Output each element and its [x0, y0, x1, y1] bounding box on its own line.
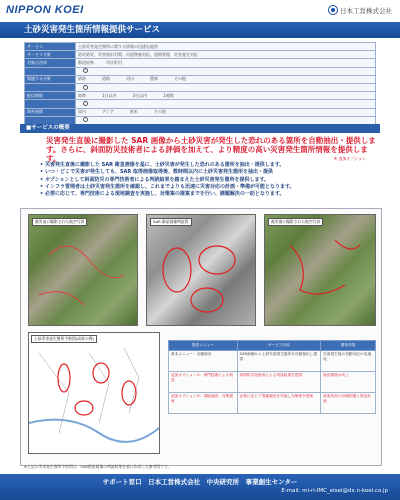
- lead-text: 災害発生直後に撮影した SAR 画像から土砂災害が発生した恐れのある箇所を自動抽出・提供します。さらに、斜面防災技術者による評価を加えて、より精度の高い災害発生箇所情報を提供します。: [46, 136, 376, 164]
- detection-overlay: [147, 215, 255, 325]
- table-row: [25, 75, 376, 83]
- effect-cell: 抽出精度の向上: [321, 372, 376, 393]
- pre-disaster-photo: [28, 214, 138, 326]
- info-value: 国内 アジア 欧米 その他: [76, 108, 376, 116]
- table-row: [169, 372, 376, 393]
- company-logo: NIPPON KOEI: [6, 4, 84, 16]
- info-label: 関連する分野: [25, 75, 76, 83]
- check-circle-icon: [83, 68, 88, 73]
- column-header: 期待効果: [321, 341, 376, 351]
- info-label: 対象自治体: [25, 59, 76, 67]
- table-row: [25, 51, 376, 59]
- photo-label: 被災前に撮影された航空写真: [32, 218, 87, 226]
- table-row: [25, 43, 376, 51]
- info-value: 都道府県 市区町村: [76, 59, 376, 67]
- list-item: • 必要に応じて、専門技術による現地調査を実施し、対策案の提案までを行い、課題解決の一助となります。: [40, 191, 380, 198]
- option-note: ※ 追加オプション: [333, 156, 366, 161]
- section-heading: ■サービスの概要: [20, 124, 380, 133]
- content-cell: SAR画像から土砂災害発生箇所を自動抽出し提供: [237, 351, 321, 372]
- check-circle-icon: [83, 85, 88, 90]
- page-header: [0, 0, 400, 22]
- info-label: [25, 67, 76, 75]
- post-disaster-photo: [264, 214, 376, 326]
- feature-list: [40, 162, 380, 198]
- info-value: 砂防 道路 河川 農林 その他: [76, 75, 376, 83]
- column-header: サービス内容: [237, 341, 321, 351]
- info-label: 海外展開: [25, 108, 76, 116]
- list-item: • いつ・どこで災害が発生しても、SAR 取得画像取得後、数時間以内に土砂災害発生箇所を抽出・提供: [40, 169, 380, 176]
- support-contact: サポート窓口 日本工営株式会社 中央研究所 事業創生センター: [102, 478, 298, 486]
- check-cell: [76, 67, 376, 75]
- list-item: • 災害発生直後に撮影した SAR 衛星画像を基に、土砂災害が発生した恐れのある箇所を抽出・提供します。: [40, 162, 380, 169]
- info-label: サービス分野: [25, 51, 76, 59]
- table-row: [25, 92, 376, 100]
- table-row: [169, 351, 376, 372]
- check-cell: [76, 83, 376, 91]
- info-value: 即時 1日以内 3日以内 1週間: [76, 92, 376, 100]
- column-header: 提供メニュー: [169, 341, 238, 351]
- table-header-row: [169, 341, 376, 351]
- footnote: ※上記の災害発生箇所予察図は、SAR衛星画像の判読結果を基に作成した参考図です。: [24, 464, 172, 469]
- effect-cell: 被害状況の詳細把握と復旧計画: [321, 393, 376, 414]
- photo-label: 被災後に撮影された航空写真: [268, 218, 323, 226]
- table-row: [25, 59, 376, 67]
- content-cell: 斜面防災技術者による判読結果を提供: [237, 372, 321, 393]
- info-value: 土砂災害発生箇所に関する情報の迅速な提供: [76, 43, 376, 51]
- page-footer: [0, 474, 400, 500]
- info-label: [25, 100, 76, 108]
- photo-label: SAR 衛星画像判読図: [150, 218, 192, 226]
- table-row: [25, 83, 376, 91]
- menu-cell: 追加オプション②：現地調査・対策提案: [169, 393, 238, 414]
- menu-cell: 追加オプション①：専門技術による判読: [169, 372, 238, 393]
- info-label: [25, 83, 76, 91]
- company-mark-icon: [328, 5, 338, 15]
- effect-cell: 災害発生後の初動対応の迅速化: [321, 351, 376, 372]
- list-item: • オプションとして斜面防災の専門技術者による判読結果を踏まえた土砂災害発生箇所を提供します。: [40, 177, 380, 184]
- info-label: サービス: [25, 43, 76, 51]
- map-drawing: [29, 333, 159, 453]
- table-row: [25, 100, 376, 108]
- check-circle-icon: [83, 117, 88, 122]
- contact-email[interactable]: E-mail: mi-ri-IMC_eisei@dx.n-koei.co.jp: [281, 488, 388, 494]
- company-name: [328, 5, 392, 15]
- table-row: [25, 108, 376, 116]
- landslide-overlay: [265, 215, 375, 325]
- menu-cell: 基本メニュー：自動抽出: [169, 351, 238, 372]
- info-value: 防災防災、災害復旧対策、河道閉塞対応、道路管理、災害査定対応: [76, 51, 376, 59]
- service-info-table: [24, 42, 376, 125]
- info-label: 配信期限: [25, 92, 76, 100]
- page-title: 土砂災害発生箇所情報提供サービス: [0, 22, 400, 38]
- check-cell: [76, 100, 376, 108]
- list-item: • インフラ管理者は土砂災害発生箇所を確認し、これまでよりも迅速に災害対応の計画・準備が可能となります。: [40, 184, 380, 191]
- check-circle-icon: [83, 101, 88, 106]
- sar-image: [146, 214, 256, 326]
- contour-overlay: [29, 215, 137, 325]
- company-name-text: 日本工営株式会社: [340, 6, 392, 15]
- map-label: 土砂災害発生箇所予察図(成果の例): [31, 335, 97, 343]
- content-cell: 必要に応じて現地調査を実施し対策案を提案: [237, 393, 321, 414]
- table-row: [169, 393, 376, 414]
- table-row: [25, 67, 376, 75]
- prediction-map: [28, 332, 160, 454]
- service-menu-table: [168, 340, 376, 414]
